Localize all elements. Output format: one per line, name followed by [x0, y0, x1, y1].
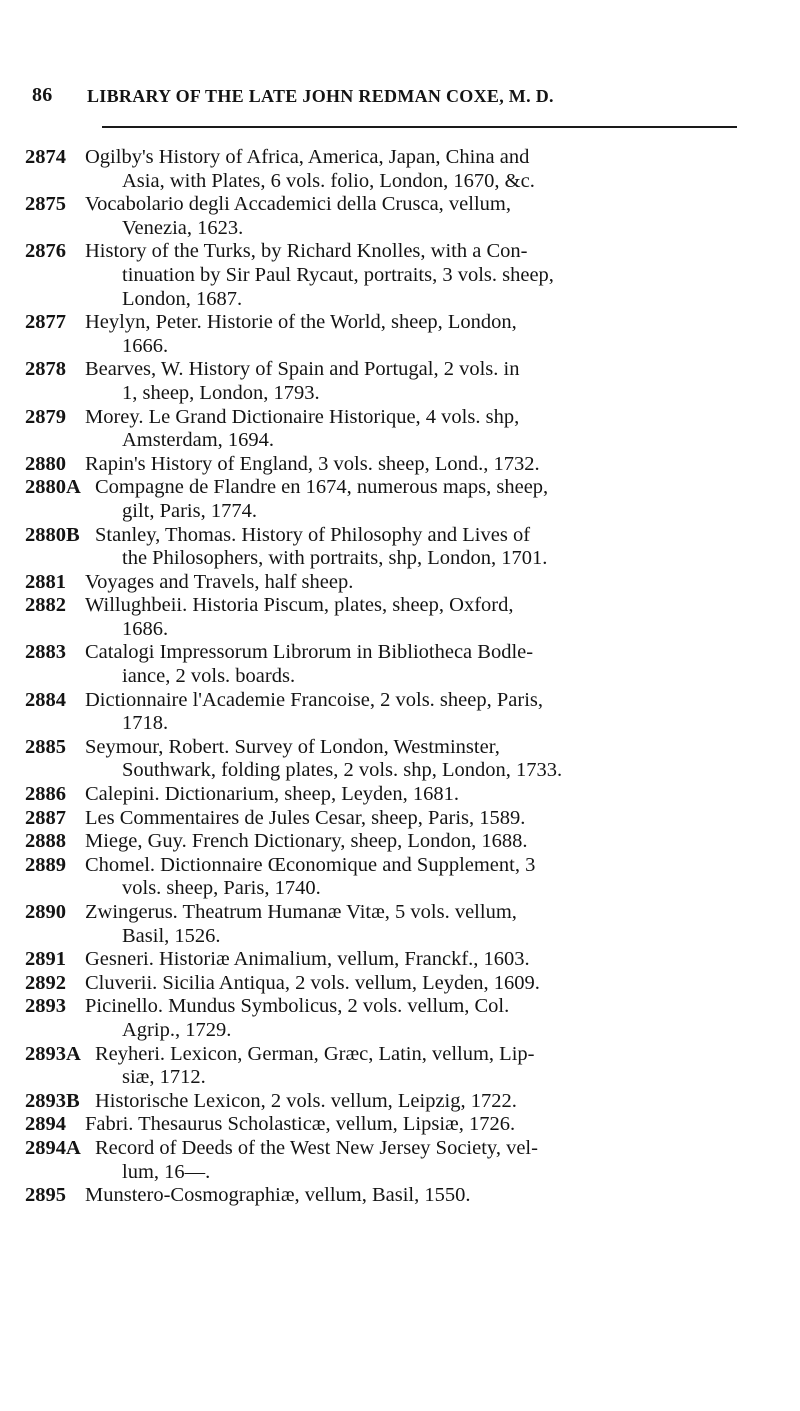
catalogue-entry [25, 689, 745, 736]
entry-number: 2885 [25, 735, 66, 758]
entry-number: 2884 [25, 688, 66, 711]
catalogue-entry [25, 1137, 745, 1184]
entry-description: Cluverii. Sicilia Antiqua, 2 vols. vellum, Leyden, 1609. [85, 971, 540, 994]
entry-number: 2892 [25, 971, 66, 994]
header-rule [102, 126, 737, 128]
catalogue-entry [25, 1113, 745, 1137]
catalogue-entry [25, 524, 745, 571]
entry-number: 2886 [25, 783, 66, 806]
running-head [32, 84, 732, 108]
entry-number: 2890 [25, 901, 66, 923]
catalogue-entry [25, 358, 745, 405]
entry-description: History of the Turks, by Richard Knolles, with a Con- tinuation by Sir Paul Rycaut, portraits, 3 vols. sheep, London, 1687. [85, 240, 554, 310]
entry-number: 2880 [25, 452, 66, 475]
entry-number: 2881 [25, 570, 66, 593]
entry-number: 2878 [25, 358, 66, 381]
entry-description: Rapin's History of England, 3 vols. sheep, Lond., 1732. [85, 452, 540, 475]
entry-number: 2888 [25, 830, 66, 853]
entry-number: 2893A [25, 1042, 81, 1065]
catalogue-entry [25, 311, 745, 358]
entry-description: Ogilby's History of Africa, America, Japan, China and Asia, with Plates, 6 vols. folio, London, 1670, &c. [85, 146, 535, 192]
entry-description: Record of Deeds of the West New Jersey Society, vel- lum, 16—. [95, 1136, 538, 1183]
entry-description: Willughbeii. Historia Piscum, plates, sheep, Oxford, 1686. [85, 594, 514, 640]
entry-description: Picinello. Mundus Symbolicus, 2 vols. vellum, Col. Agrip., 1729. [85, 995, 510, 1041]
entry-number: 2880B [25, 523, 80, 546]
entry-number: 2893 [25, 995, 66, 1018]
entry-description: Dictionnaire l'Academie Francoise, 2 vols. sheep, Paris, 1718. [85, 688, 543, 735]
entry-description: Reyheri. Lexicon, German, Græc, Latin, vellum, Lip- siæ, 1712. [95, 1042, 535, 1089]
catalogue-entry [25, 807, 745, 831]
entry-number: 2883 [25, 641, 66, 664]
entry-description: Voyages and Travels, half sheep. [85, 570, 354, 593]
entry-description: Vocabolario degli Accademici della Crusca, vellum, Venezia, 1623. [85, 193, 511, 239]
catalogue-entry [25, 571, 745, 595]
entry-description: Historische Lexicon, 2 vols. vellum, Leipzig, 1722. [95, 1089, 517, 1112]
entry-description: Compagne de Flandre en 1674, numerous maps, sheep, gilt, Paris, 1774. [95, 476, 549, 522]
catalogue-entry [25, 453, 745, 477]
entry-description: Heylyn, Peter. Historie of the World, sheep, London, 1666. [85, 311, 517, 357]
entry-number: 2880A [25, 476, 81, 499]
catalogue-entry [25, 641, 745, 688]
entry-description: Chomel. Dictionnaire Œconomique and Supplement, 3 vols. sheep, Paris, 1740. [85, 853, 536, 900]
catalogue-entry [25, 830, 745, 854]
header-title: LIBRARY OF THE LATE JOHN REDMAN COXE, M. D. [87, 86, 554, 106]
catalogue-entry [25, 146, 745, 193]
catalogue-entry [25, 193, 745, 240]
entry-number: 2874 [25, 146, 66, 168]
catalogue-entries [25, 146, 745, 1208]
entry-description: Stanley, Thomas. History of Philosophy and Lives of the Philosophers, with portraits, shp, London, 1701. [95, 523, 548, 570]
entry-description: Munstero-Cosmographiæ, vellum, Basil, 1550. [85, 1184, 471, 1207]
catalogue-entry [25, 1043, 745, 1090]
entry-description: Seymour, Robert. Survey of London, Westminster, Southwark, folding plates, 2 vols. shp, London, 1733. [85, 735, 563, 782]
entry-description: Bearves, W. History of Spain and Portugal, 2 vols. in 1, sheep, London, 1793. [85, 358, 520, 404]
entry-description: Gesneri. Historiæ Animalium, vellum, Franckf., 1603. [85, 948, 530, 971]
catalogue-entry [25, 854, 745, 901]
catalogue-entry [25, 476, 745, 523]
catalogue-entry [25, 406, 745, 453]
catalogue-entry [25, 783, 745, 807]
entry-number: 2895 [25, 1184, 66, 1207]
entry-description: Catalogi Impressorum Librorum in Bibliotheca Bodle- iance, 2 vols. boards. [85, 641, 534, 688]
entry-description: Les Commentaires de Jules Cesar, sheep, Paris, 1589. [85, 806, 526, 829]
entry-number: 2879 [25, 405, 66, 428]
catalogue-entry [25, 1184, 745, 1208]
entry-description: Zwingerus. Theatrum Humanæ Vitæ, 5 vols. vellum, Basil, 1526. [85, 901, 517, 947]
page-number: 86 [32, 84, 53, 106]
entry-number: 2889 [25, 853, 66, 876]
catalogue-entry [25, 972, 745, 996]
entry-description: Morey. Le Grand Dictionaire Historique, 4 vols. shp, Amsterdam, 1694. [85, 405, 520, 452]
catalogue-entry [25, 736, 745, 783]
catalogue-entry [25, 594, 745, 641]
entry-number: 2894A [25, 1136, 81, 1159]
catalogue-entry [25, 1090, 745, 1114]
entry-number: 2893B [25, 1089, 80, 1112]
catalogue-entry [25, 901, 745, 948]
entry-description: Fabri. Thesaurus Scholasticæ, vellum, Lipsiæ, 1726. [85, 1113, 516, 1136]
entry-description: Miege, Guy. French Dictionary, sheep, London, 1688. [85, 830, 528, 853]
entry-number: 2876 [25, 240, 66, 263]
entry-number: 2894 [25, 1113, 66, 1136]
catalogue-entry [25, 240, 745, 311]
entry-number: 2882 [25, 594, 66, 617]
entry-description: Calepini. Dictionarium, sheep, Leyden, 1681. [85, 783, 460, 806]
entry-number: 2891 [25, 948, 66, 971]
catalogue-entry [25, 948, 745, 972]
catalogue-entry [25, 995, 745, 1042]
entry-number: 2877 [25, 311, 66, 334]
entry-number: 2887 [25, 806, 66, 829]
entry-number: 2875 [25, 193, 66, 216]
